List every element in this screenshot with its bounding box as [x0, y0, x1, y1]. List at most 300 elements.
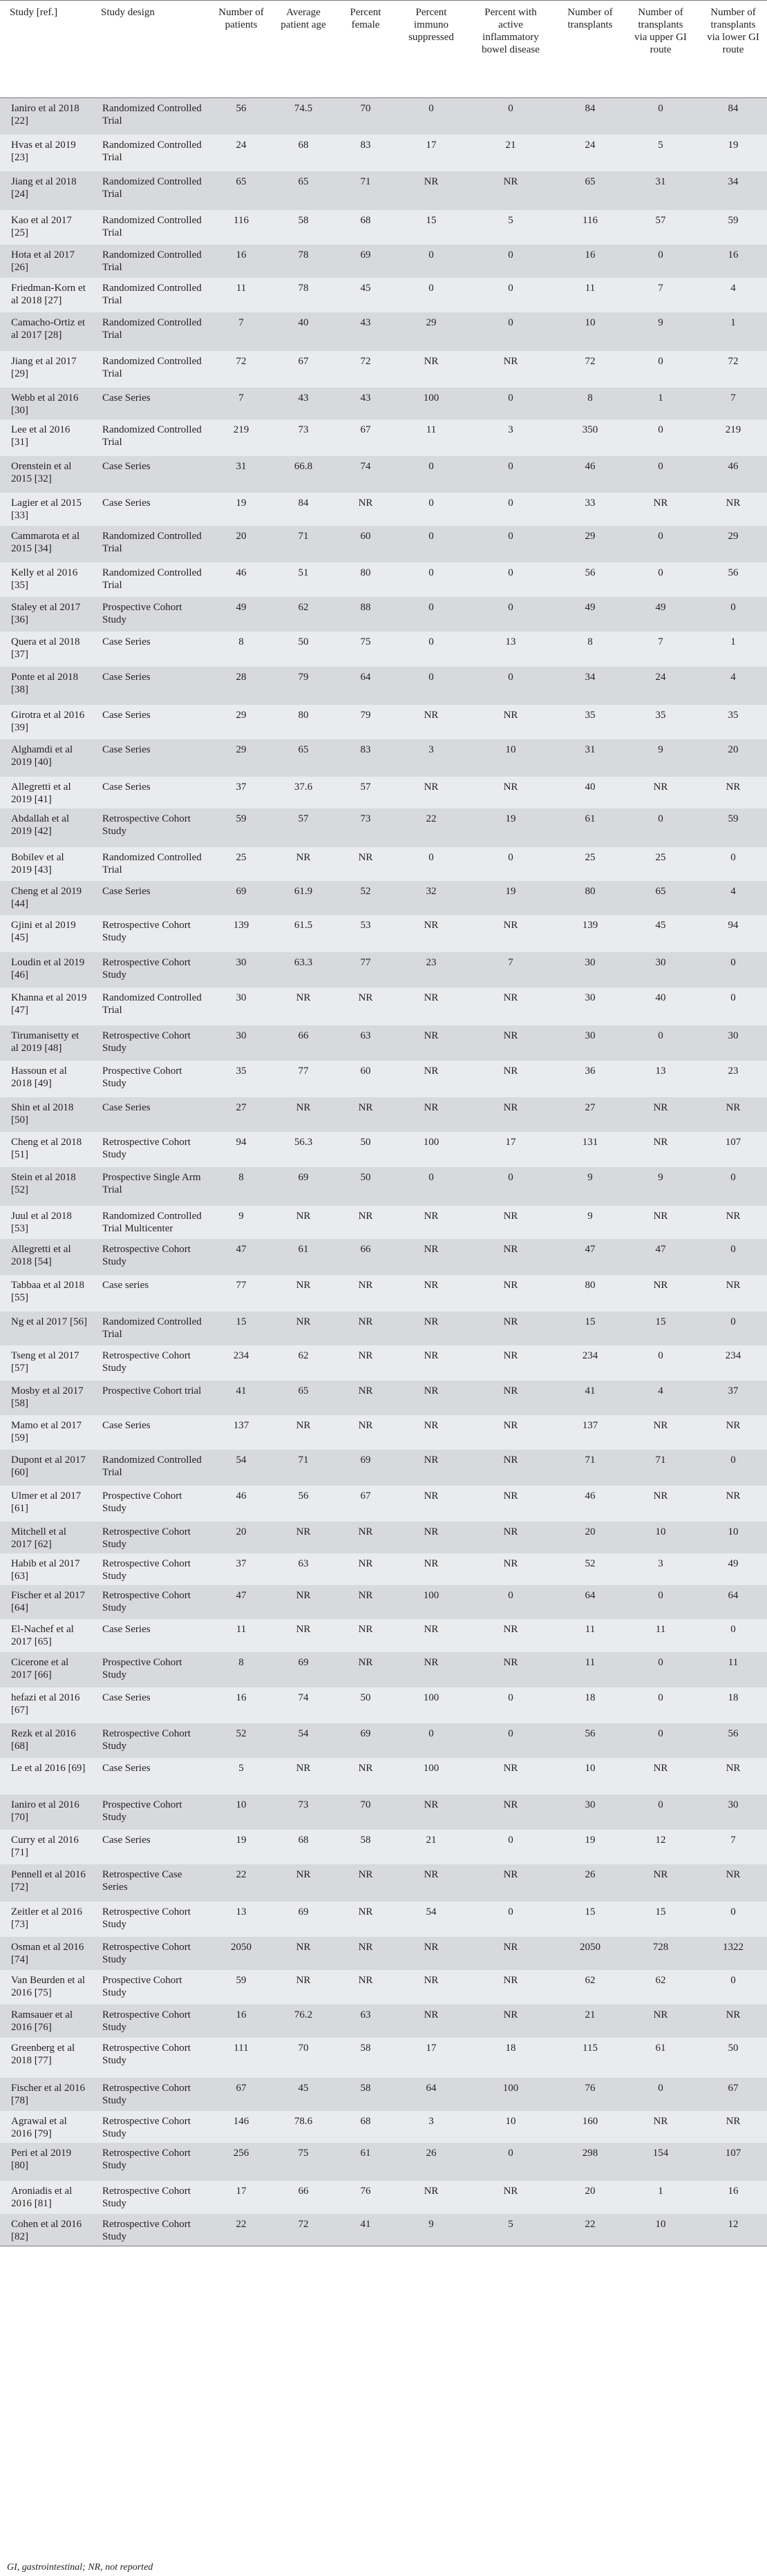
study-cell: Allegretti et al 2018 [54]	[0, 1239, 91, 1275]
study-cell: Agrawal et al 2016 [79]	[0, 2111, 91, 2143]
upper-gi-cell: 0	[622, 456, 694, 493]
study-cell: Hvas et al 2019 [23]	[0, 135, 91, 171]
design-cell: Retrospective Cohort Study	[91, 915, 207, 952]
lower-gi-cell: NR	[694, 777, 767, 808]
design-cell: Case Series	[91, 667, 207, 705]
lower-gi-cell: 234	[694, 1345, 767, 1381]
ibd-cell: NR	[463, 1311, 553, 1345]
age-cell: 67	[269, 351, 332, 388]
age-cell: NR	[269, 1758, 332, 1794]
age-cell: 65	[269, 1381, 332, 1415]
table-row	[0, 1970, 767, 2005]
immuno-cell: NR	[394, 1864, 463, 1902]
patients-cell: 47	[207, 1239, 269, 1275]
age-cell: 66.8	[269, 456, 332, 493]
immuno-cell: 0	[394, 667, 463, 705]
female-cell: 70	[332, 1794, 394, 1830]
ibd-cell: NR	[463, 1345, 553, 1381]
transplants-cell: 20	[553, 1522, 622, 1553]
table-row	[0, 245, 767, 278]
upper-gi-cell: 0	[622, 1723, 694, 1758]
ibd-cell: 0	[463, 388, 553, 419]
immuno-cell: 32	[394, 881, 463, 915]
transplants-cell: 31	[553, 739, 622, 777]
age-cell: 40	[269, 312, 332, 351]
table-row	[0, 2038, 767, 2078]
transplants-cell: 30	[553, 987, 622, 1025]
female-cell: 68	[332, 2111, 394, 2143]
study-cell: Tabbaa et al 2018 [55]	[0, 1275, 91, 1311]
female-cell: NR	[332, 847, 394, 881]
lower-gi-cell: 16	[694, 245, 767, 278]
lower-gi-cell: 7	[694, 1830, 767, 1864]
age-cell: 65	[269, 171, 332, 210]
immuno-cell: 0	[394, 1723, 463, 1758]
upper-gi-cell: NR	[622, 1415, 694, 1450]
female-cell: 67	[332, 1486, 394, 1522]
ibd-cell: NR	[463, 1522, 553, 1553]
age-cell: 62	[269, 1345, 332, 1381]
female-cell: NR	[332, 1097, 394, 1132]
immuno-cell: 22	[394, 808, 463, 847]
table-row	[0, 419, 767, 456]
transplants-cell: 46	[553, 456, 622, 493]
immuno-cell: 3	[394, 2111, 463, 2143]
design-cell: Randomized Controlled Trial	[91, 526, 207, 562]
study-cell: Pennell et al 2016 [72]	[0, 1864, 91, 1902]
immuno-cell: NR	[394, 1239, 463, 1275]
transplants-cell: 25	[553, 847, 622, 881]
patients-cell: 46	[207, 562, 269, 597]
table-row	[0, 1758, 767, 1794]
ibd-cell: 19	[463, 881, 553, 915]
study-cell: Lee et al 2016 [31]	[0, 419, 91, 456]
patients-cell: 8	[207, 1652, 269, 1687]
table-row	[0, 1522, 767, 1553]
table-row	[0, 1061, 767, 1097]
upper-gi-cell: NR	[622, 2005, 694, 2038]
patients-cell: 11	[207, 1619, 269, 1652]
immuno-cell: NR	[394, 1311, 463, 1345]
female-cell: 61	[332, 2143, 394, 2181]
age-cell: 73	[269, 419, 332, 456]
design-cell: Randomized Controlled Trial	[91, 135, 207, 171]
design-cell: Case Series	[91, 1415, 207, 1450]
transplants-cell: 46	[553, 1486, 622, 1522]
lower-gi-cell: 34	[694, 171, 767, 210]
transplants-cell: 56	[553, 1723, 622, 1758]
transplants-header: Number of transplants	[553, 1, 622, 98]
lower-gi-cell: 59	[694, 808, 767, 847]
study-cell: Quera et al 2018 [37]	[0, 632, 91, 667]
female-cell: 60	[332, 526, 394, 562]
age-cell: 78	[269, 245, 332, 278]
transplants-cell: 56	[553, 562, 622, 597]
lower-gi-cell: 37	[694, 1381, 767, 1415]
upper-gi-cell: 728	[622, 1937, 694, 1970]
upper-gi-cell: 0	[622, 419, 694, 456]
design-cell: Case Series	[91, 388, 207, 419]
immuno-cell: 64	[394, 2078, 463, 2111]
female-cell: 64	[332, 667, 394, 705]
ibd-cell: 0	[463, 1902, 553, 1937]
age-cell: 70	[269, 2038, 332, 2078]
immuno-cell: 23	[394, 952, 463, 987]
upper-gi-header: Number of transplants via upper GI route	[622, 1, 694, 98]
table-row	[0, 1794, 767, 1830]
header-row	[0, 1, 767, 98]
transplants-cell: 18	[553, 1687, 622, 1723]
transplants-cell: 11	[553, 1652, 622, 1687]
age-cell: 78	[269, 278, 332, 312]
immuno-cell: 0	[394, 98, 463, 135]
study-cell: Zeitler et al 2016 [73]	[0, 1902, 91, 1937]
ibd-cell: 0	[463, 1830, 553, 1864]
ibd-cell: NR	[463, 1381, 553, 1415]
lower-gi-cell: 19	[694, 135, 767, 171]
lower-gi-cell: 4	[694, 881, 767, 915]
design-cell: Retrospective Cohort Study	[91, 1902, 207, 1937]
table-row	[0, 739, 767, 777]
immuno-cell: 0	[394, 526, 463, 562]
study-cell: Camacho-Ortiz et al 2017 [28]	[0, 312, 91, 351]
lower-gi-cell: 11	[694, 1652, 767, 1687]
upper-gi-cell: 0	[622, 2078, 694, 2111]
study-cell: Curry et al 2016 [71]	[0, 1830, 91, 1864]
ibd-cell: 0	[463, 847, 553, 881]
design-cell: Retrospective Cohort Study	[91, 1522, 207, 1553]
study-cell: Fischer et al 2016 [78]	[0, 2078, 91, 2111]
lower-gi-cell: NR	[694, 1097, 767, 1132]
design-cell: Prospective Cohort Study	[91, 1486, 207, 1522]
immuno-cell: 0	[394, 847, 463, 881]
upper-gi-cell: 71	[622, 1450, 694, 1486]
table-row	[0, 210, 767, 245]
study-cell: Cicerone et al 2017 [66]	[0, 1652, 91, 1687]
design-cell: Case Series	[91, 881, 207, 915]
design-cell: Case Series	[91, 1097, 207, 1132]
table-row	[0, 278, 767, 312]
ibd-cell: NR	[463, 987, 553, 1025]
transplants-cell: 76	[553, 2078, 622, 2111]
table-row	[0, 632, 767, 667]
design-cell: Retrospective Cohort Study	[91, 2078, 207, 2111]
age-cell: NR	[269, 1937, 332, 1970]
patients-cell: 29	[207, 705, 269, 739]
ibd-cell: 17	[463, 1132, 553, 1167]
patients-cell: 116	[207, 210, 269, 245]
table-row	[0, 1275, 767, 1311]
upper-gi-cell: NR	[622, 1758, 694, 1794]
design-cell: Retrospective Cohort Study	[91, 2111, 207, 2143]
upper-gi-cell: 47	[622, 1239, 694, 1275]
study-cell: Friedman-Korn et al 2018 [27]	[0, 278, 91, 312]
table-row	[0, 1486, 767, 1522]
patients-cell: 19	[207, 1830, 269, 1864]
upper-gi-cell: 62	[622, 1970, 694, 2005]
immuno-cell: 0	[394, 562, 463, 597]
ibd-cell: 18	[463, 2038, 553, 2078]
age-cell: 37.6	[269, 777, 332, 808]
upper-gi-cell: 10	[622, 2214, 694, 2246]
immuno-cell: 9	[394, 2214, 463, 2246]
transplants-cell: 65	[553, 171, 622, 210]
upper-gi-cell: NR	[622, 1275, 694, 1311]
study-cell: Orenstein et al 2015 [32]	[0, 456, 91, 493]
ibd-cell: 0	[463, 98, 553, 135]
upper-gi-cell: NR	[622, 1132, 694, 1167]
table-row	[0, 1937, 767, 1970]
immuno-cell: 3	[394, 739, 463, 777]
immuno-cell: NR	[394, 915, 463, 952]
design-cell: Prospective Single Arm Trial	[91, 1167, 207, 1206]
ibd-cell: NR	[463, 1061, 553, 1097]
female-cell: NR	[332, 1652, 394, 1687]
table-row	[0, 597, 767, 632]
transplants-cell: 29	[553, 526, 622, 562]
transplants-cell: 64	[553, 1585, 622, 1619]
female-cell: NR	[332, 1311, 394, 1345]
ibd-cell: NR	[463, 705, 553, 739]
lower-gi-cell: NR	[694, 1275, 767, 1311]
design-cell: Retrospective Cohort Study	[91, 1239, 207, 1275]
immuno-cell: 26	[394, 2143, 463, 2181]
table-row	[0, 2143, 767, 2181]
patients-cell: 56	[207, 98, 269, 135]
study-cell: Allegretti et al 2019 [41]	[0, 777, 91, 808]
age-cell: 56	[269, 1486, 332, 1522]
lower-gi-cell: 0	[694, 1619, 767, 1652]
lower-gi-cell: 46	[694, 456, 767, 493]
patients-cell: 16	[207, 245, 269, 278]
upper-gi-cell: 1	[622, 2181, 694, 2214]
table-row	[0, 1167, 767, 1206]
lower-gi-cell: 50	[694, 2038, 767, 2078]
lower-gi-cell: NR	[694, 2005, 767, 2038]
upper-gi-cell: 0	[622, 1794, 694, 1830]
immuno-cell: 100	[394, 1132, 463, 1167]
lower-gi-cell: 107	[694, 2143, 767, 2181]
age-cell: 61.9	[269, 881, 332, 915]
upper-gi-cell: NR	[622, 777, 694, 808]
study-cell: Staley et al 2017 [36]	[0, 597, 91, 632]
ibd-cell: NR	[463, 1415, 553, 1450]
age-cell: 78.6	[269, 2111, 332, 2143]
transplants-cell: 62	[553, 1970, 622, 2005]
table-row	[0, 135, 767, 171]
transplants-cell: 61	[553, 808, 622, 847]
upper-gi-cell: 0	[622, 351, 694, 388]
age-cell: 72	[269, 2214, 332, 2246]
patients-cell: 16	[207, 1687, 269, 1723]
study-cell: Jiang et al 2018 [24]	[0, 171, 91, 210]
ibd-cell: 0	[463, 1585, 553, 1619]
age-cell: NR	[269, 1206, 332, 1239]
study-cell: Alghamdi et al 2019 [40]	[0, 739, 91, 777]
lower-gi-cell: 59	[694, 210, 767, 245]
female-header: Percent female	[332, 1, 394, 98]
female-cell: 60	[332, 1061, 394, 1097]
age-cell: 62	[269, 597, 332, 632]
transplants-cell: 11	[553, 1619, 622, 1652]
design-cell: Prospective Cohort Study	[91, 597, 207, 632]
table-row	[0, 171, 767, 210]
immuno-cell: NR	[394, 987, 463, 1025]
lower-gi-cell: 10	[694, 1522, 767, 1553]
upper-gi-cell: NR	[622, 1486, 694, 1522]
transplants-cell: 47	[553, 1239, 622, 1275]
female-cell: 75	[332, 632, 394, 667]
design-cell: Retrospective Cohort Study	[91, 2005, 207, 2038]
upper-gi-cell: 4	[622, 1381, 694, 1415]
design-cell: Retrospective Cohort Study	[91, 952, 207, 987]
transplants-cell: 49	[553, 597, 622, 632]
study-cell: Khanna et al 2019 [47]	[0, 987, 91, 1025]
upper-gi-cell: 30	[622, 952, 694, 987]
upper-gi-cell: 49	[622, 597, 694, 632]
transplants-cell: 15	[553, 1311, 622, 1345]
ibd-cell: 0	[463, 312, 553, 351]
study-cell: Ianiro et al 2018 [22]	[0, 98, 91, 135]
transplants-cell: 131	[553, 1132, 622, 1167]
female-cell: 43	[332, 388, 394, 419]
age-header: Average patient age	[269, 1, 332, 98]
upper-gi-cell: 11	[622, 1619, 694, 1652]
age-cell: 43	[269, 388, 332, 419]
immuno-cell: NR	[394, 1619, 463, 1652]
immuno-cell: 0	[394, 1167, 463, 1206]
lower-gi-cell: 23	[694, 1061, 767, 1097]
design-cell: Randomized Controlled Trial	[91, 562, 207, 597]
transplants-cell: 10	[553, 312, 622, 351]
transplants-cell: 16	[553, 245, 622, 278]
study-cell: Hassoun et al 2018 [49]	[0, 1061, 91, 1097]
female-cell: 63	[332, 1025, 394, 1061]
design-header: Study design	[91, 1, 207, 98]
upper-gi-cell: NR	[622, 1206, 694, 1239]
patients-cell: 65	[207, 171, 269, 210]
transplants-cell: 298	[553, 2143, 622, 2181]
immuno-cell: NR	[394, 1415, 463, 1450]
age-cell: 68	[269, 1830, 332, 1864]
patients-cell: 29	[207, 739, 269, 777]
immuno-cell: 17	[394, 135, 463, 171]
transplants-cell: 350	[553, 419, 622, 456]
patients-cell: 8	[207, 632, 269, 667]
study-cell: Rezk et al 2016 [68]	[0, 1723, 91, 1758]
design-cell: Randomized Controlled Trial	[91, 312, 207, 351]
lower-gi-cell: NR	[694, 493, 767, 526]
patients-cell: 25	[207, 847, 269, 881]
lower-gi-cell: 0	[694, 1239, 767, 1275]
table-row	[0, 987, 767, 1025]
design-cell: Randomized Controlled Trial	[91, 847, 207, 881]
transplants-cell: 2050	[553, 1937, 622, 1970]
study-cell: Dupont et al 2017 [60]	[0, 1450, 91, 1486]
ibd-cell: 0	[463, 667, 553, 705]
patients-cell: 146	[207, 2111, 269, 2143]
immuno-cell: 0	[394, 493, 463, 526]
study-header: Study [ref.]	[0, 1, 91, 98]
upper-gi-cell: 65	[622, 881, 694, 915]
study-cell: Hota et al 2017 [26]	[0, 245, 91, 278]
female-cell: NR	[332, 1970, 394, 2005]
design-cell: Case Series	[91, 632, 207, 667]
transplants-cell: 115	[553, 2038, 622, 2078]
immuno-cell: 15	[394, 210, 463, 245]
study-cell: Greenberg et al 2018 [77]	[0, 2038, 91, 2078]
lower-gi-cell: 0	[694, 952, 767, 987]
ibd-cell: NR	[463, 1758, 553, 1794]
lower-gi-cell: 0	[694, 847, 767, 881]
ibd-cell: 0	[463, 278, 553, 312]
female-cell: NR	[332, 1206, 394, 1239]
table-row	[0, 98, 767, 135]
female-cell: 71	[332, 171, 394, 210]
female-cell: 69	[332, 1723, 394, 1758]
upper-gi-cell: 0	[622, 245, 694, 278]
ibd-cell: 10	[463, 739, 553, 777]
upper-gi-cell: 24	[622, 667, 694, 705]
study-cell: Mitchell et al 2017 [62]	[0, 1522, 91, 1553]
transplants-cell: 30	[553, 1025, 622, 1061]
patients-header: Number of patients	[207, 1, 269, 98]
table-row	[0, 1652, 767, 1687]
patients-cell: 47	[207, 1585, 269, 1619]
table-row	[0, 847, 767, 881]
age-cell: 79	[269, 667, 332, 705]
female-cell: 79	[332, 705, 394, 739]
female-cell: 70	[332, 98, 394, 135]
age-cell: 45	[269, 2078, 332, 2111]
immuno-cell: 0	[394, 597, 463, 632]
patients-cell: 94	[207, 1132, 269, 1167]
lower-gi-cell: 84	[694, 98, 767, 135]
immuno-cell: 54	[394, 1902, 463, 1937]
lower-gi-cell: 64	[694, 1585, 767, 1619]
table-row	[0, 1132, 767, 1167]
immuno-cell: NR	[394, 171, 463, 210]
transplants-cell: 52	[553, 1553, 622, 1585]
transplants-cell: 22	[553, 2214, 622, 2246]
lower-gi-cell: 7	[694, 388, 767, 419]
age-cell: NR	[269, 1311, 332, 1345]
immuno-cell: 100	[394, 1758, 463, 1794]
age-cell: 61.5	[269, 915, 332, 952]
study-cell: Ianiro et al 2016 [70]	[0, 1794, 91, 1830]
age-cell: NR	[269, 1097, 332, 1132]
transplants-cell: 139	[553, 915, 622, 952]
female-cell: 58	[332, 1830, 394, 1864]
lower-gi-cell: NR	[694, 1415, 767, 1450]
lower-gi-cell: 1	[694, 632, 767, 667]
design-cell: Retrospective Cohort Study	[91, 808, 207, 847]
patients-cell: 16	[207, 2005, 269, 2038]
age-cell: 54	[269, 1723, 332, 1758]
design-cell: Case Series	[91, 493, 207, 526]
transplants-cell: 27	[553, 1097, 622, 1132]
ibd-cell: NR	[463, 1239, 553, 1275]
design-cell: Case series	[91, 1275, 207, 1311]
design-cell: Retrospective Cohort Study	[91, 2181, 207, 2214]
female-cell: 83	[332, 135, 394, 171]
patients-cell: 49	[207, 597, 269, 632]
immuno-cell: NR	[394, 1522, 463, 1553]
design-cell: Case Series	[91, 1619, 207, 1652]
patients-cell: 54	[207, 1450, 269, 1486]
female-cell: 58	[332, 2038, 394, 2078]
study-cell: Webb et al 2016 [30]	[0, 388, 91, 419]
